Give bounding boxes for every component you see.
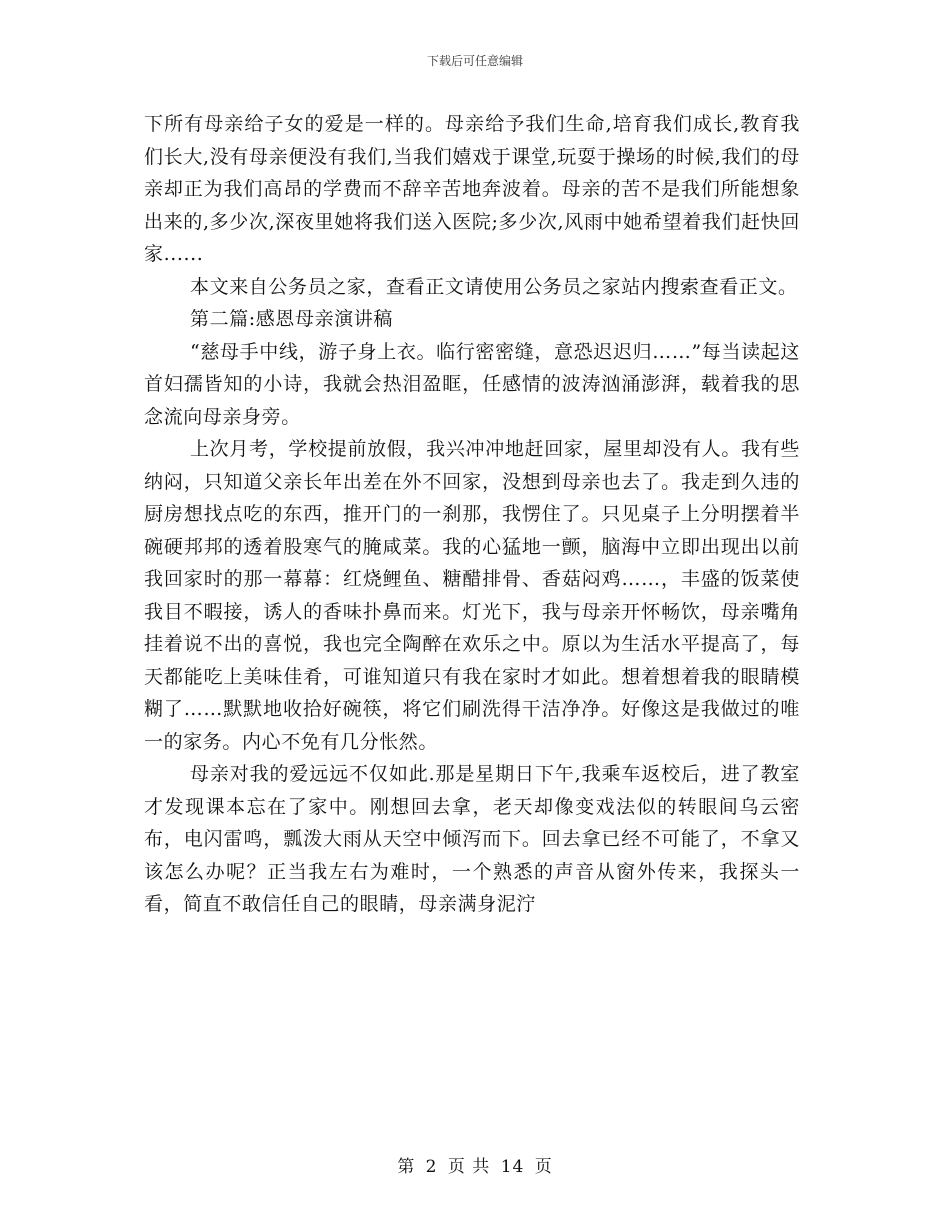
paragraph-3: “慈母手中线，游子身上衣。临行密密缝，意恐迟迟归……”每当读起这首妇孺皆知的小诗，我就会热泪盈眶，任感情的波涛汹涌澎湃，载着我的思念流向母亲身旁。 [144,340,800,428]
section-heading: 第二篇:感恩母亲演讲稿 [190,308,394,330]
footer-page-number: 2 [425,1157,438,1177]
page-footer [0,1152,950,1177]
page-header: 下载后可任意编辑 [426,54,523,68]
paragraph-2: 本文来自公务员之家，查看正文请使用公务员之家站内搜索查看正文。 [190,275,798,298]
footer-prefix: 第 [397,1157,416,1177]
document-body [144,108,800,921]
footer-total-pages: 14 [500,1157,525,1177]
paragraph-5: 母亲对我的爱远远不仅如此.那是星期日下午,我乘车返校后，进了教室才发现课本忘在了家中。刚想回去拿，老天却像变戏法似的转眼间乌云密布，电闪雷鸣，瓢泼大雨从天空中倾泻而下。回去拿已经不可能了，不拿又该怎么办呢？正当我左右为难时，一个熟悉的声音从窗外传来，我探头一看，简直不敢信任自己的眼睛，母亲满身泥泞 [144,763,800,915]
footer-suffix: 页 [534,1157,553,1177]
paragraph-1: 下所有母亲给子女的爱是一样的。母亲给予我们生命,培育我们成长,教育我们长大,没有母亲便没有我们,当我们嬉戏于课堂,玩耍于操场的时候,我们的母亲却正为我们高昂的学费而不辞辛苦地奔波着。母亲的苦不是我们所能想象出来的,多少次,深夜里她将我们送入医院;多少次,风雨中她希望着我们赶快回家...... [144,113,800,265]
footer-middle: 页 共 [447,1157,491,1177]
paragraph-4: 上次月考，学校提前放假，我兴冲冲地赶回家，屋里却没有人。我有些纳闷，只知道父亲长年出差在外不回家，没想到母亲也去了。我走到久违的厨房想找点吃的东西，推开门的一刹那，我愣住了。只见桌子上分明摆着半碗硬邦邦的透着股寒气的腌咸菜。我的心猛地一颤，脑海中立即出现出以前我回家时的那一幕幕：红烧鲤鱼、糖醋排骨、香菇闷鸡……，丰盛的饭菜使我目不暇接，诱人的香味扑鼻而来。灯光下，我与母亲开怀畅饮，母亲嘴角挂着说不出的喜悦，我也完全陶醉在欢乐之中。原以为生活水平提高了，每天都能吃上美味佳肴，可谁知道只有我在家时才如此。想着想着我的眼睛模糊了……默默地收拾好碗筷，将它们刷洗得干洁净净。好像这是我做过的唯一的家务。内心不免有几分怅然。 [144,438,800,753]
